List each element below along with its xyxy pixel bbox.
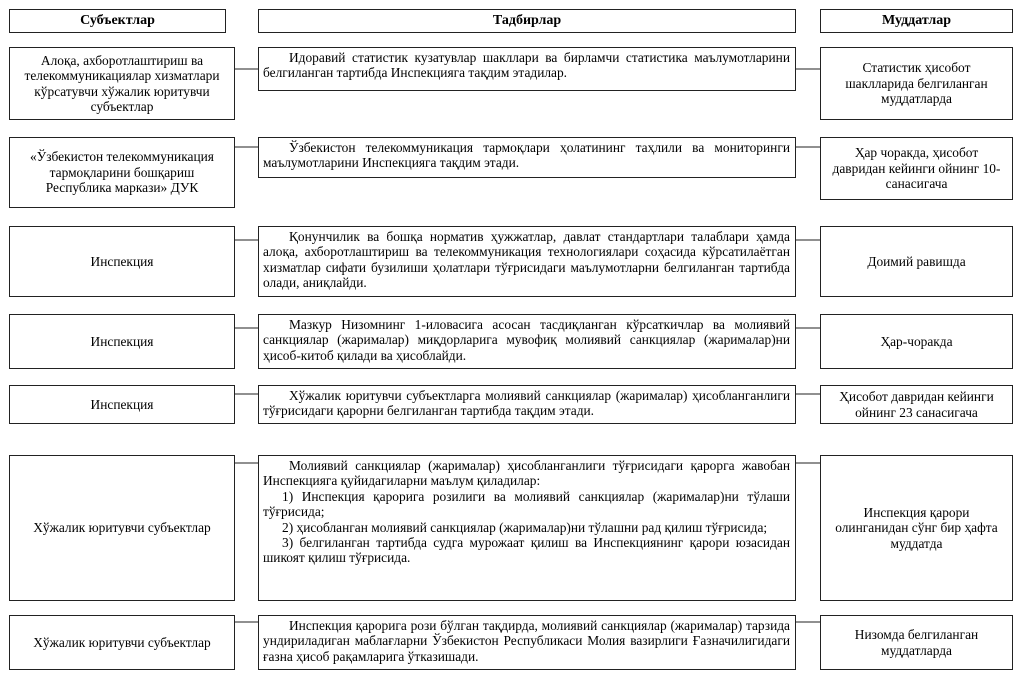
action-box xyxy=(258,385,796,424)
action-list-item: 2) ҳисобланган молиявий санкциялар (жарималар)ни тўлашни рад қилиш тўғрисида; xyxy=(282,519,768,535)
subject-box: «Ўзбекистон телекоммуникация тармоқларини бошқариш Республика маркази» ДУК xyxy=(9,137,235,208)
action-box xyxy=(258,455,796,601)
action-text: Мазкур Низомнинг 1-иловасига асосан тасдиқланган кўрсаткичлар ва молиявий санкциялар (жарималар) миқдорларига мувофиқ молиявий санкциялар (жарималар)ни ҳисоб-китоб қилади ва ҳисоблайди. xyxy=(263,317,790,363)
header-subjects: Субъектлар xyxy=(9,9,226,33)
header-actions: Тадбирлар xyxy=(258,9,796,33)
subject-box: Инспекция xyxy=(9,314,235,369)
action-box xyxy=(258,314,796,369)
subject-box: Хўжалик юритувчи субъектлар xyxy=(9,455,235,601)
subject-box: Инспекция xyxy=(9,226,235,297)
action-box xyxy=(258,615,796,670)
action-text: Инспекция қарорига рози бўлган тақдирда, молиявий санкциялар (жарималар) тарзида ундириладиган маблағларни Ўзбекистон Республикаси Молия вазирлиги Ғазначилигидаги ғазна ҳисоб рақамларига ўтказишади. xyxy=(263,618,790,664)
deadline-box: Статистик ҳисобот шаклларида белгиланган муддатларда xyxy=(820,47,1013,120)
action-box xyxy=(258,47,796,91)
deadline-box: Ҳисобот давридан кейинги ойнинг 23 санасигача xyxy=(820,385,1013,424)
action-text: Идоравий статистик кузатувлар шакллари ва бирламчи статистика маълумотларини белгиланган тартибда Инспекцияга тақдим этадилар. xyxy=(263,50,790,81)
subject-box: Хўжалик юритувчи субъектлар xyxy=(9,615,235,670)
action-text: Қонунчилик ва бошқа норматив ҳужжатлар, давлат стандартлари талаблари ҳамда алоқа, ахборотлаштириш ва телекоммуникация технологиялари соҳасида кўрсатилаётган хизматлар сифати бузилиши ҳолатлари тўғрисидаги маълумотларни белгиланган тартибда олади, аниқлайди. xyxy=(263,229,790,291)
action-box xyxy=(258,137,796,178)
deadline-box: Инспекция қарори олинганидан сўнг бир ҳафта муддатда xyxy=(820,455,1013,601)
action-text: Ўзбекистон телекоммуникация тармоқлари ҳолатининг таҳлили ва мониторинги маълумотларини Инспекцияга тақдим этади. xyxy=(263,140,790,171)
action-box xyxy=(258,226,796,297)
subject-box: Алоқа, ахборотлаштириш ва телекоммуникациялар хизматлари кўрсатувчи хўжалик юритувчи субъектлар xyxy=(9,47,235,120)
deadline-box: Ҳар чоракда, ҳисобот давридан кейинги ойнинг 10-санасигача xyxy=(820,137,1013,200)
subject-box: Инспекция xyxy=(9,385,235,424)
action-text: Молиявий санкциялар (жарималар) ҳисобланганлиги тўғрисидаги қарорга жавобан Инспекцияга қуйидагиларни маълум қиладилар: xyxy=(263,458,790,489)
action-text: Хўжалик юритувчи субъектларга молиявий санкциялар (жарималар) ҳисобланганлиги тўғрисидаги қарорни белгиланган тартибда тақдим этади. xyxy=(263,388,790,419)
deadline-box: Низомда белгиланган муддатларда xyxy=(820,615,1013,670)
action-list-item: 3) белгиланган тартибда судга мурожаат қилиш ва Инспекциянинг қарори юзасидан шикоят қилиш тўғрисида. xyxy=(263,535,790,566)
header-deadlines: Муддатлар xyxy=(820,9,1013,33)
deadline-box: Ҳар-чоракда xyxy=(820,314,1013,369)
deadline-box: Доимий равишда xyxy=(820,226,1013,297)
action-list-item: 1) Инспекция қарорига розилиги ва молиявий санкциялар (жарималар)ни тўлаши тўғрисида; xyxy=(263,488,790,520)
